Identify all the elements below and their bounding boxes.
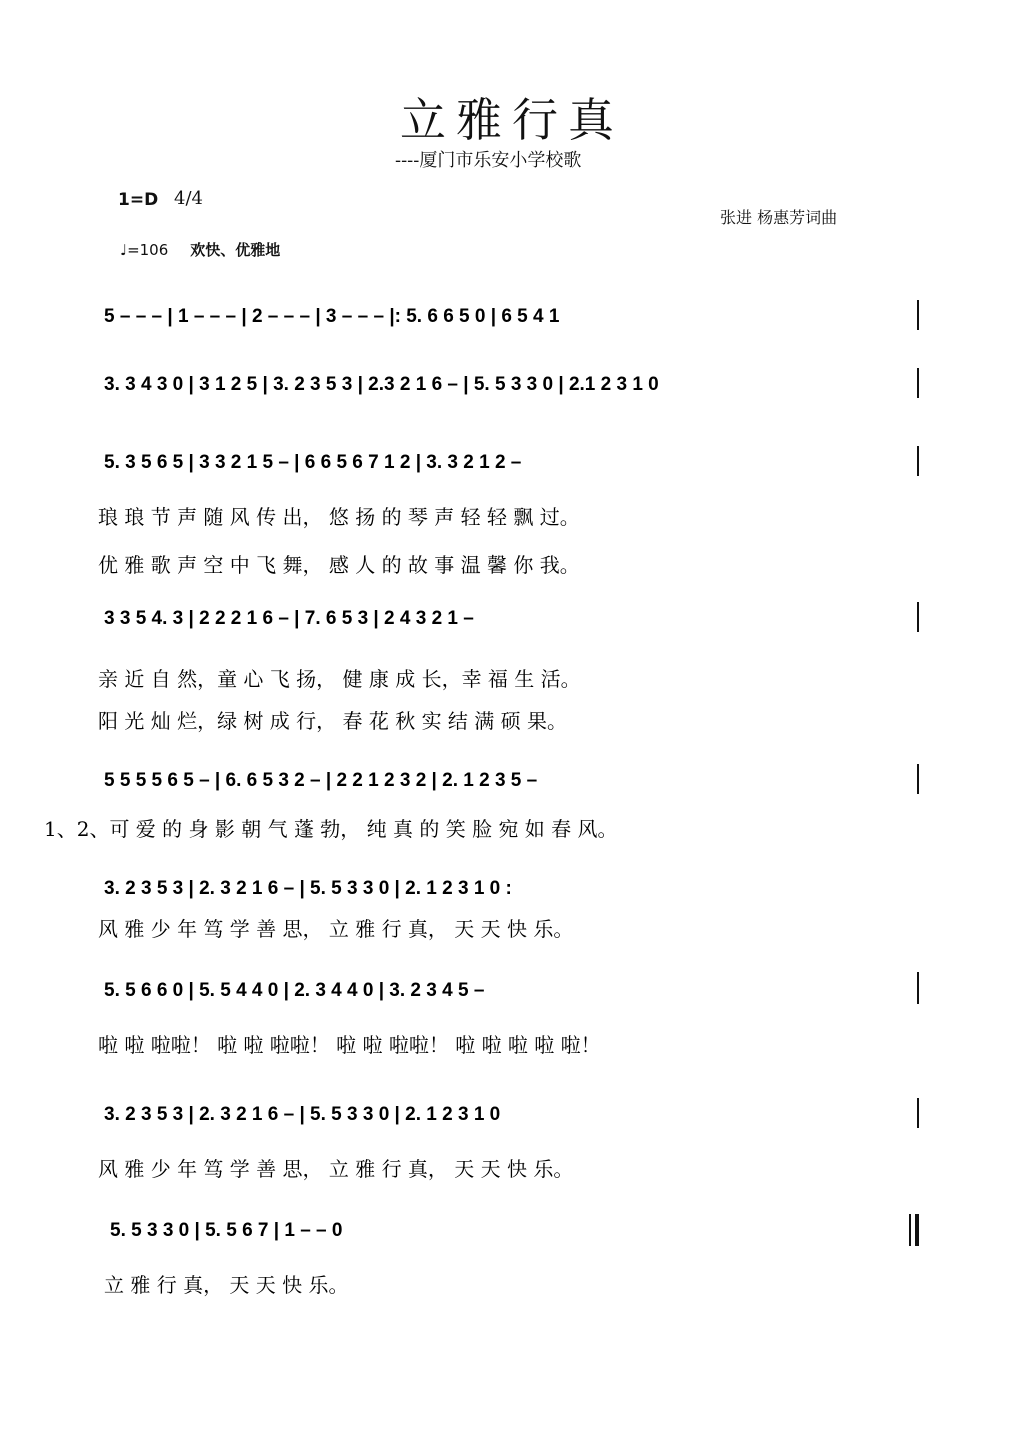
notation-row-6: 3. 2 3 5 3 | 2. 3 2 1 6 – | 5. 5 3 3 0 | 2. 1 2 3 1 0 : [104, 878, 512, 899]
right-barlines [910, 300, 918, 1246]
lyric-line: 1、2、可 爱 的 身 影 朝 气 蓬 勃， 纯 真 的 笑 脸 宛 如 春 风。 [44, 817, 618, 841]
notation-row-3: 5. 3 5 6 5 | 3 3 2 1 5 – | 6 6 5 6 7 1 2 | 3. 3 2 1 2 – [104, 452, 522, 473]
notation-row-8: 3. 2 3 5 3 | 2. 3 2 1 6 – | 5. 5 3 3 0 | 2. 1 2 3 1 0 [104, 1104, 501, 1125]
notation-row-7: 5. 5 6 6 0 | 5. 5 4 4 0 | 2. 3 4 4 0 | 3. 2 3 4 5 – [104, 980, 485, 1001]
lyric-line: 风 雅 少 年 笃 学 善 思， 立 雅 行 真， 天 天 快 乐。 [98, 917, 574, 941]
notation-row-4: 3 3 5 4. 3 | 2 2 2 1 6 – | 7. 6 5 3 | 2 4 3 2 1 – [104, 608, 474, 629]
notation-row-1: 5 – – – | 1 – – – | 2 – – – | 3 – – – |: 5. 6 6 5 0 | 6 5 4 1 [104, 306, 560, 327]
song-subtitle: ----厦门市乐安小学校歌 [395, 150, 582, 171]
lyric-line: 优 雅 歌 声 空 中 飞 舞， 感 人 的 故 事 温 馨 你 我。 [98, 553, 580, 577]
notation-row-2: 3. 3 4 3 0 | 3 1 2 5 | 3. 2 3 5 3 | 2.3 2 1 6 – | 5. 5 3 3 0 | 2.1 2 3 1 0 [104, 374, 659, 395]
composer-credit: 张进 杨惠芳词曲 [720, 208, 838, 227]
lyric-line: 风 雅 少 年 笃 学 善 思， 立 雅 行 真， 天 天 快 乐。 [98, 1157, 574, 1181]
key-signature: 1=D [118, 190, 159, 210]
song-title: 立雅行真 [400, 93, 624, 147]
lyric-line: 琅 琅 节 声 随 风 传 出， 悠 扬 的 琴 声 轻 轻 飘 过。 [98, 505, 580, 529]
lyric-line: 啦 啦 啦啦！ 啦 啦 啦啦！ 啦 啦 啦啦！ 啦 啦 啦 啦 啦！ [98, 1033, 601, 1057]
tempo-value: ♩=106 [120, 241, 169, 259]
notation-row-9: 5. 5 3 3 0 | 5. 5 6 7 | 1 – – 0 [110, 1220, 343, 1241]
notation-row-5: 5 5 5 5 6 5 – | 6. 6 5 3 2 – | 2 2 1 2 3 2 | 2. 1 2 3 5 – [104, 770, 538, 791]
notation-rows [104, 306, 659, 1241]
lyric-line: 立 雅 行 真， 天 天 快 乐。 [104, 1273, 349, 1297]
time-signature: 4/4 [174, 188, 203, 209]
lyric-line: 亲 近 自 然，童 心 飞 扬， 健 康 成 长，幸 福 生 活。 [98, 667, 581, 691]
expression-marking: 欢快、优雅地 [190, 241, 281, 259]
lyric-line: 阳 光 灿 烂，绿 树 成 行， 春 花 秋 实 结 满 硕 果。 [98, 709, 568, 733]
